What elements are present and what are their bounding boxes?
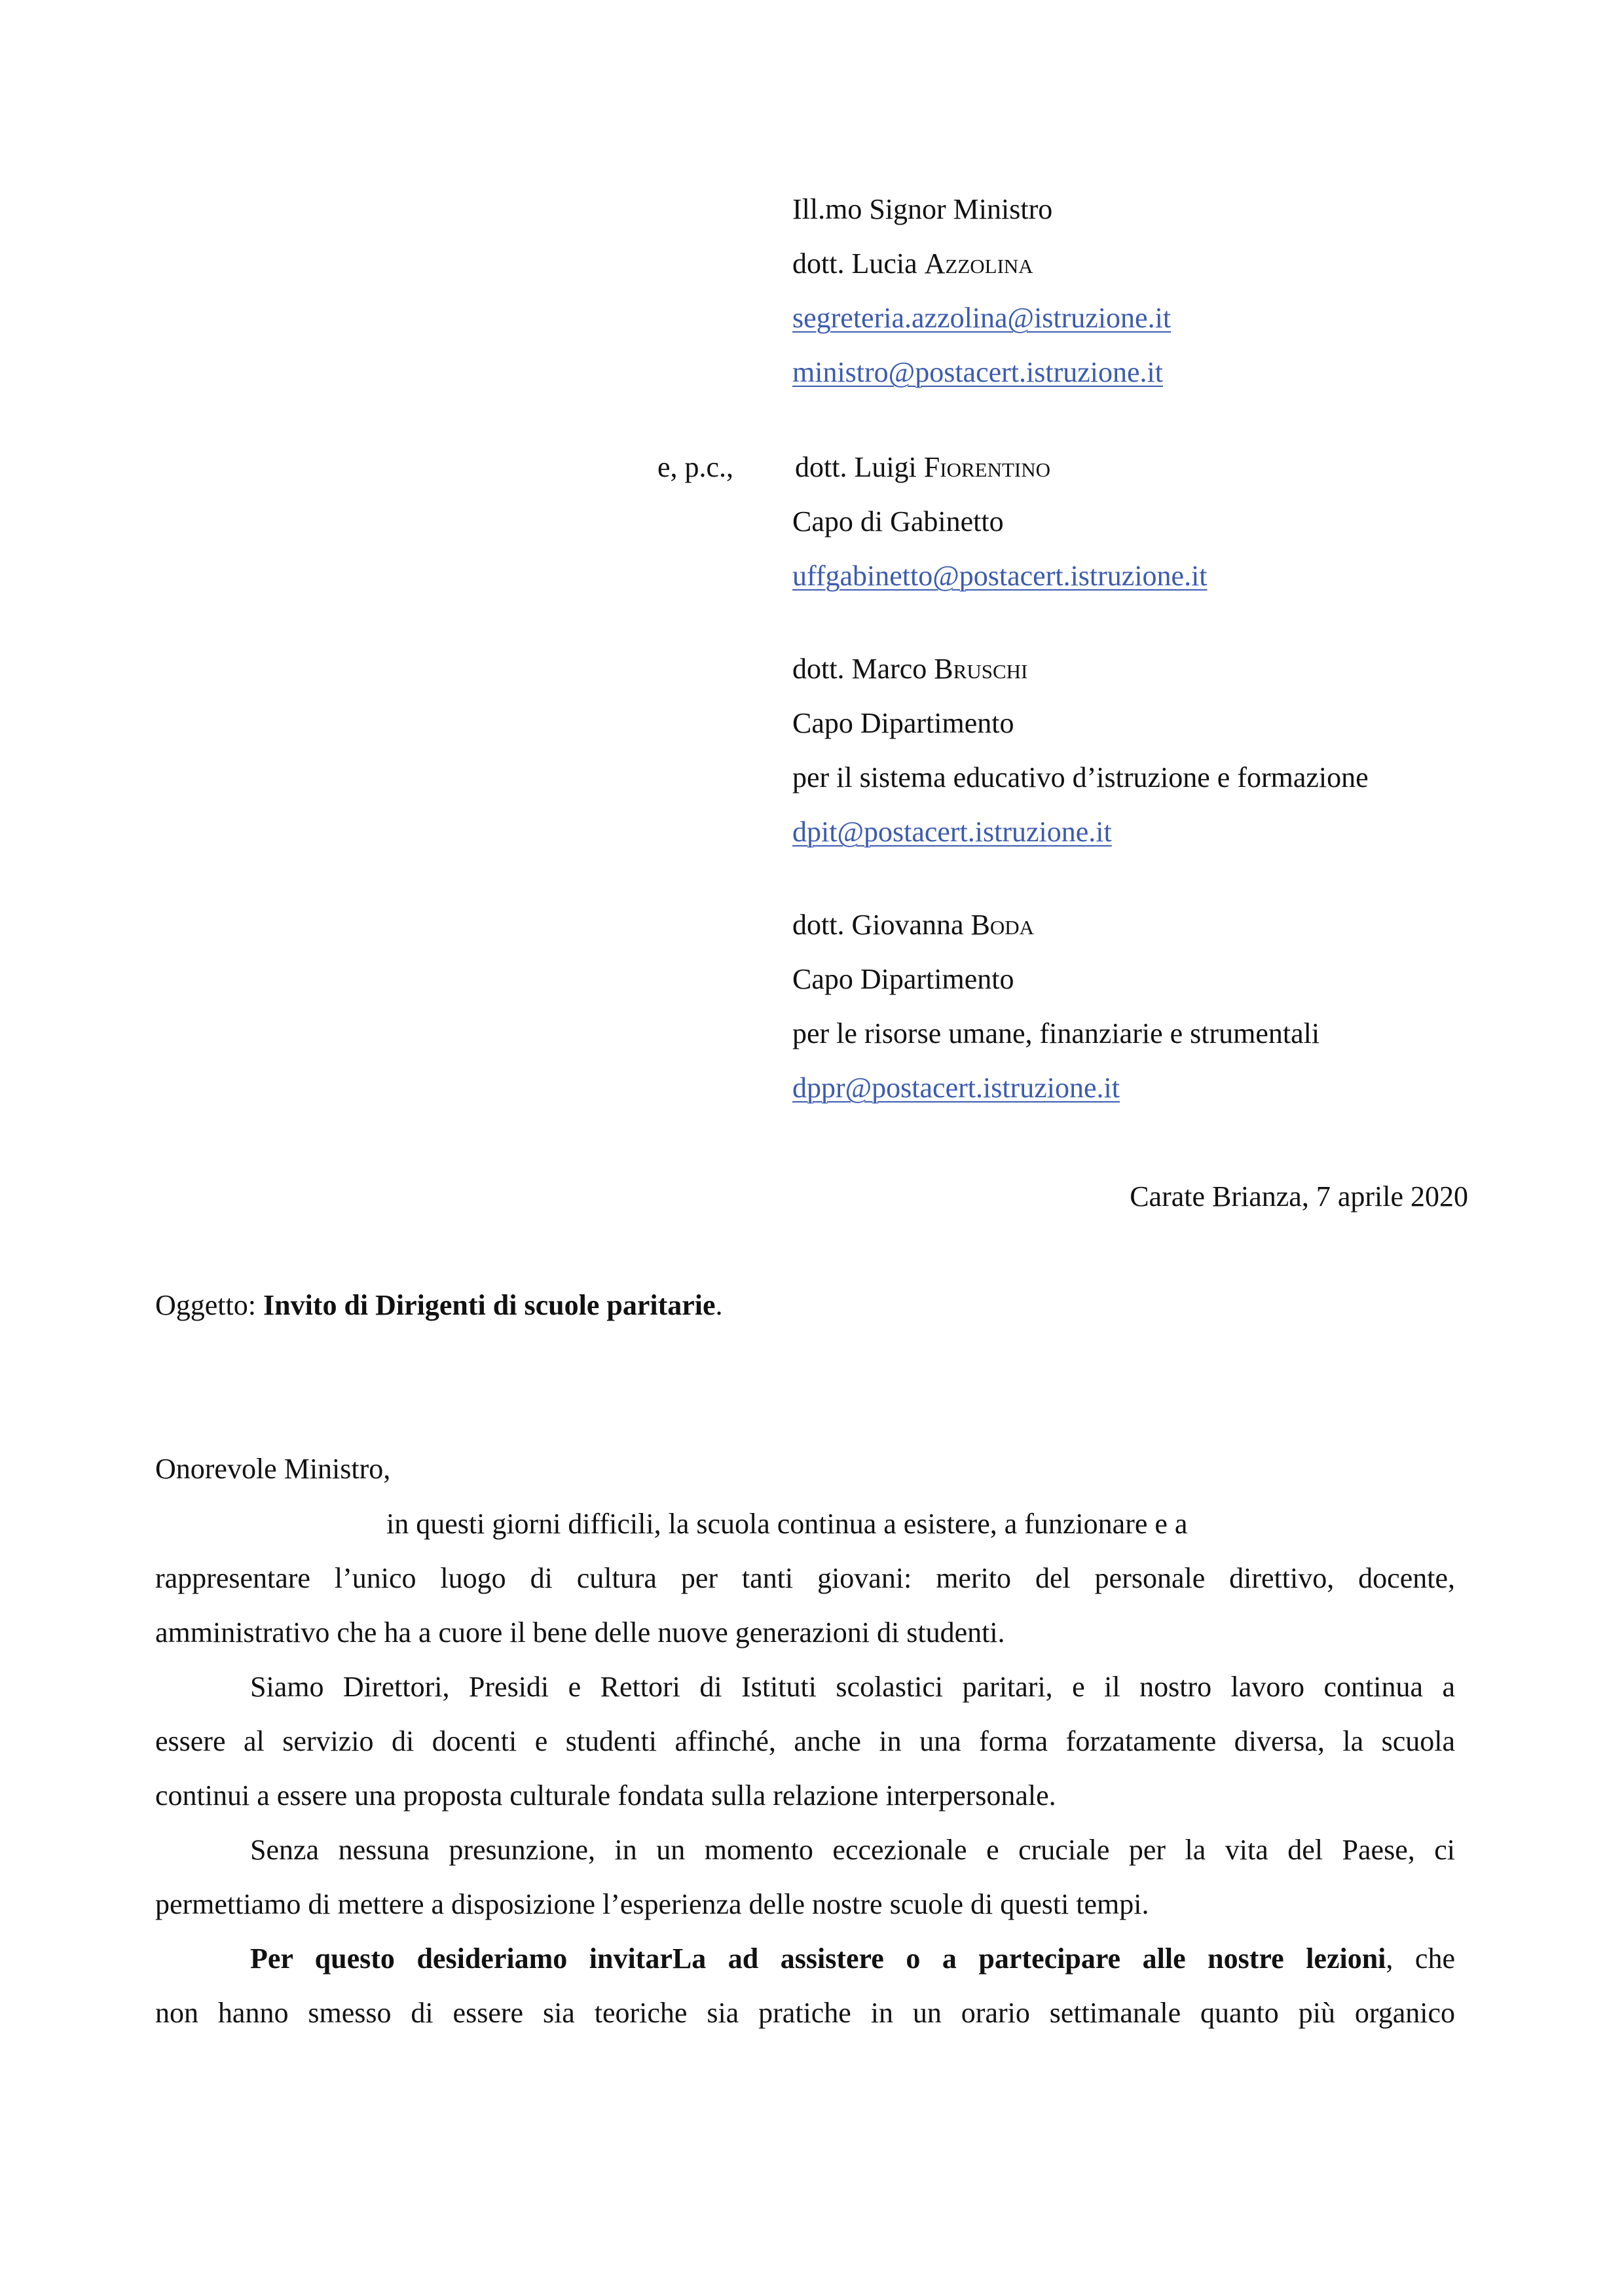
recipient-boda-role2: per le risorse umane, finanziarie e strumentali	[792, 1017, 1320, 1049]
recipient-bruschi-role: Capo Dipartimento	[792, 707, 1014, 739]
subject-label: Oggetto:	[155, 1289, 263, 1321]
email-link-dpit[interactable]: dpit@postacert.istruzione.it	[792, 816, 1112, 848]
body-p2-line3: continui a essere una proposta culturale fondata sulla relazione interpersonale.	[155, 1779, 1056, 1812]
surname: Bruschi	[934, 653, 1028, 685]
recipient-ministro-name	[792, 249, 1033, 278]
name-prefix: dott. Lucia	[792, 247, 925, 280]
recipient-title: Ill.mo Signor Ministro	[792, 193, 1053, 225]
name-prefix: dott. Luigi	[795, 451, 924, 483]
body-p2-line1: Siamo Direttori, Presidi e Rettori di Istituti scolastici paritari, e il nostro lavoro continua a	[250, 1671, 1455, 1703]
subject-line	[155, 1291, 723, 1320]
recipient-boda-role: Capo Dipartimento	[792, 963, 1014, 995]
recipient-fiorentino-name	[795, 453, 1050, 482]
body-p2-line2: essere al servizio di docenti e studenti affinché, anche in una forma forzatamente diversa, la scuola	[155, 1725, 1455, 1757]
name-prefix: dott. Giovanna	[792, 909, 971, 941]
recipient-boda-name	[792, 911, 1034, 939]
body-p1-line2: rappresentare l’unico luogo di cultura per tanti giovani: merito del personale direttivo, docente,	[155, 1562, 1455, 1594]
name-prefix: dott. Marco	[792, 653, 934, 685]
invitation-rest: , che	[1386, 1942, 1455, 1975]
body-p4-line1	[250, 1944, 1455, 1973]
email-link-segreteria[interactable]: segreteria.azzolina@istruzione.it	[792, 302, 1172, 334]
invitation-bold: Per questo desideriamo invitarLa ad assistere o a partecipare alle nostre lezioni	[250, 1942, 1386, 1975]
recipient-bruschi-name	[792, 655, 1027, 683]
surname: Fiorentino	[923, 451, 1050, 483]
body-p4-line2: non hanno smesso di essere sia teoriche sia pratiche in un orario settimanale quanto più organico	[155, 1997, 1455, 2029]
recipient-bruschi-role2: per il sistema educativo d’istruzione e formazione	[792, 761, 1369, 793]
recipient-fiorentino-role: Capo di Gabinetto	[792, 505, 1004, 538]
email-link-dppr[interactable]: dppr@postacert.istruzione.it	[792, 1072, 1120, 1104]
subject-text: Invito di Dirigenti di scuole paritarie	[263, 1289, 716, 1321]
cc-label: e, p.c.,	[657, 451, 734, 483]
body-p1-line1: in questi giorni difficili, la scuola continua a esistere, a funzionare e a	[386, 1508, 1188, 1540]
surname: Azzolina	[924, 247, 1033, 280]
salutation: Onorevole Ministro,	[155, 1453, 391, 1485]
body-p1-line3: amministrativo che ha a cuore il bene delle nuove generazioni di studenti.	[155, 1616, 1005, 1649]
surname: Boda	[970, 909, 1035, 941]
email-link-gabinetto[interactable]: uffgabinetto@postacert.istruzione.it	[792, 560, 1208, 592]
subject-end: .	[715, 1289, 723, 1321]
email-link-ministro[interactable]: ministro@postacert.istruzione.it	[792, 356, 1163, 388]
body-p3-line1: Senza nessuna presunzione, in un momento eccezionale e cruciale per la vita del Paese, ci	[250, 1834, 1455, 1866]
body-p3-line2: permettiamo di mettere a disposizione l’esperienza delle nostre scuole di questi tempi.	[155, 1888, 1149, 1920]
date-line: Carate Brianza, 7 aprile 2020	[1130, 1180, 1468, 1212]
